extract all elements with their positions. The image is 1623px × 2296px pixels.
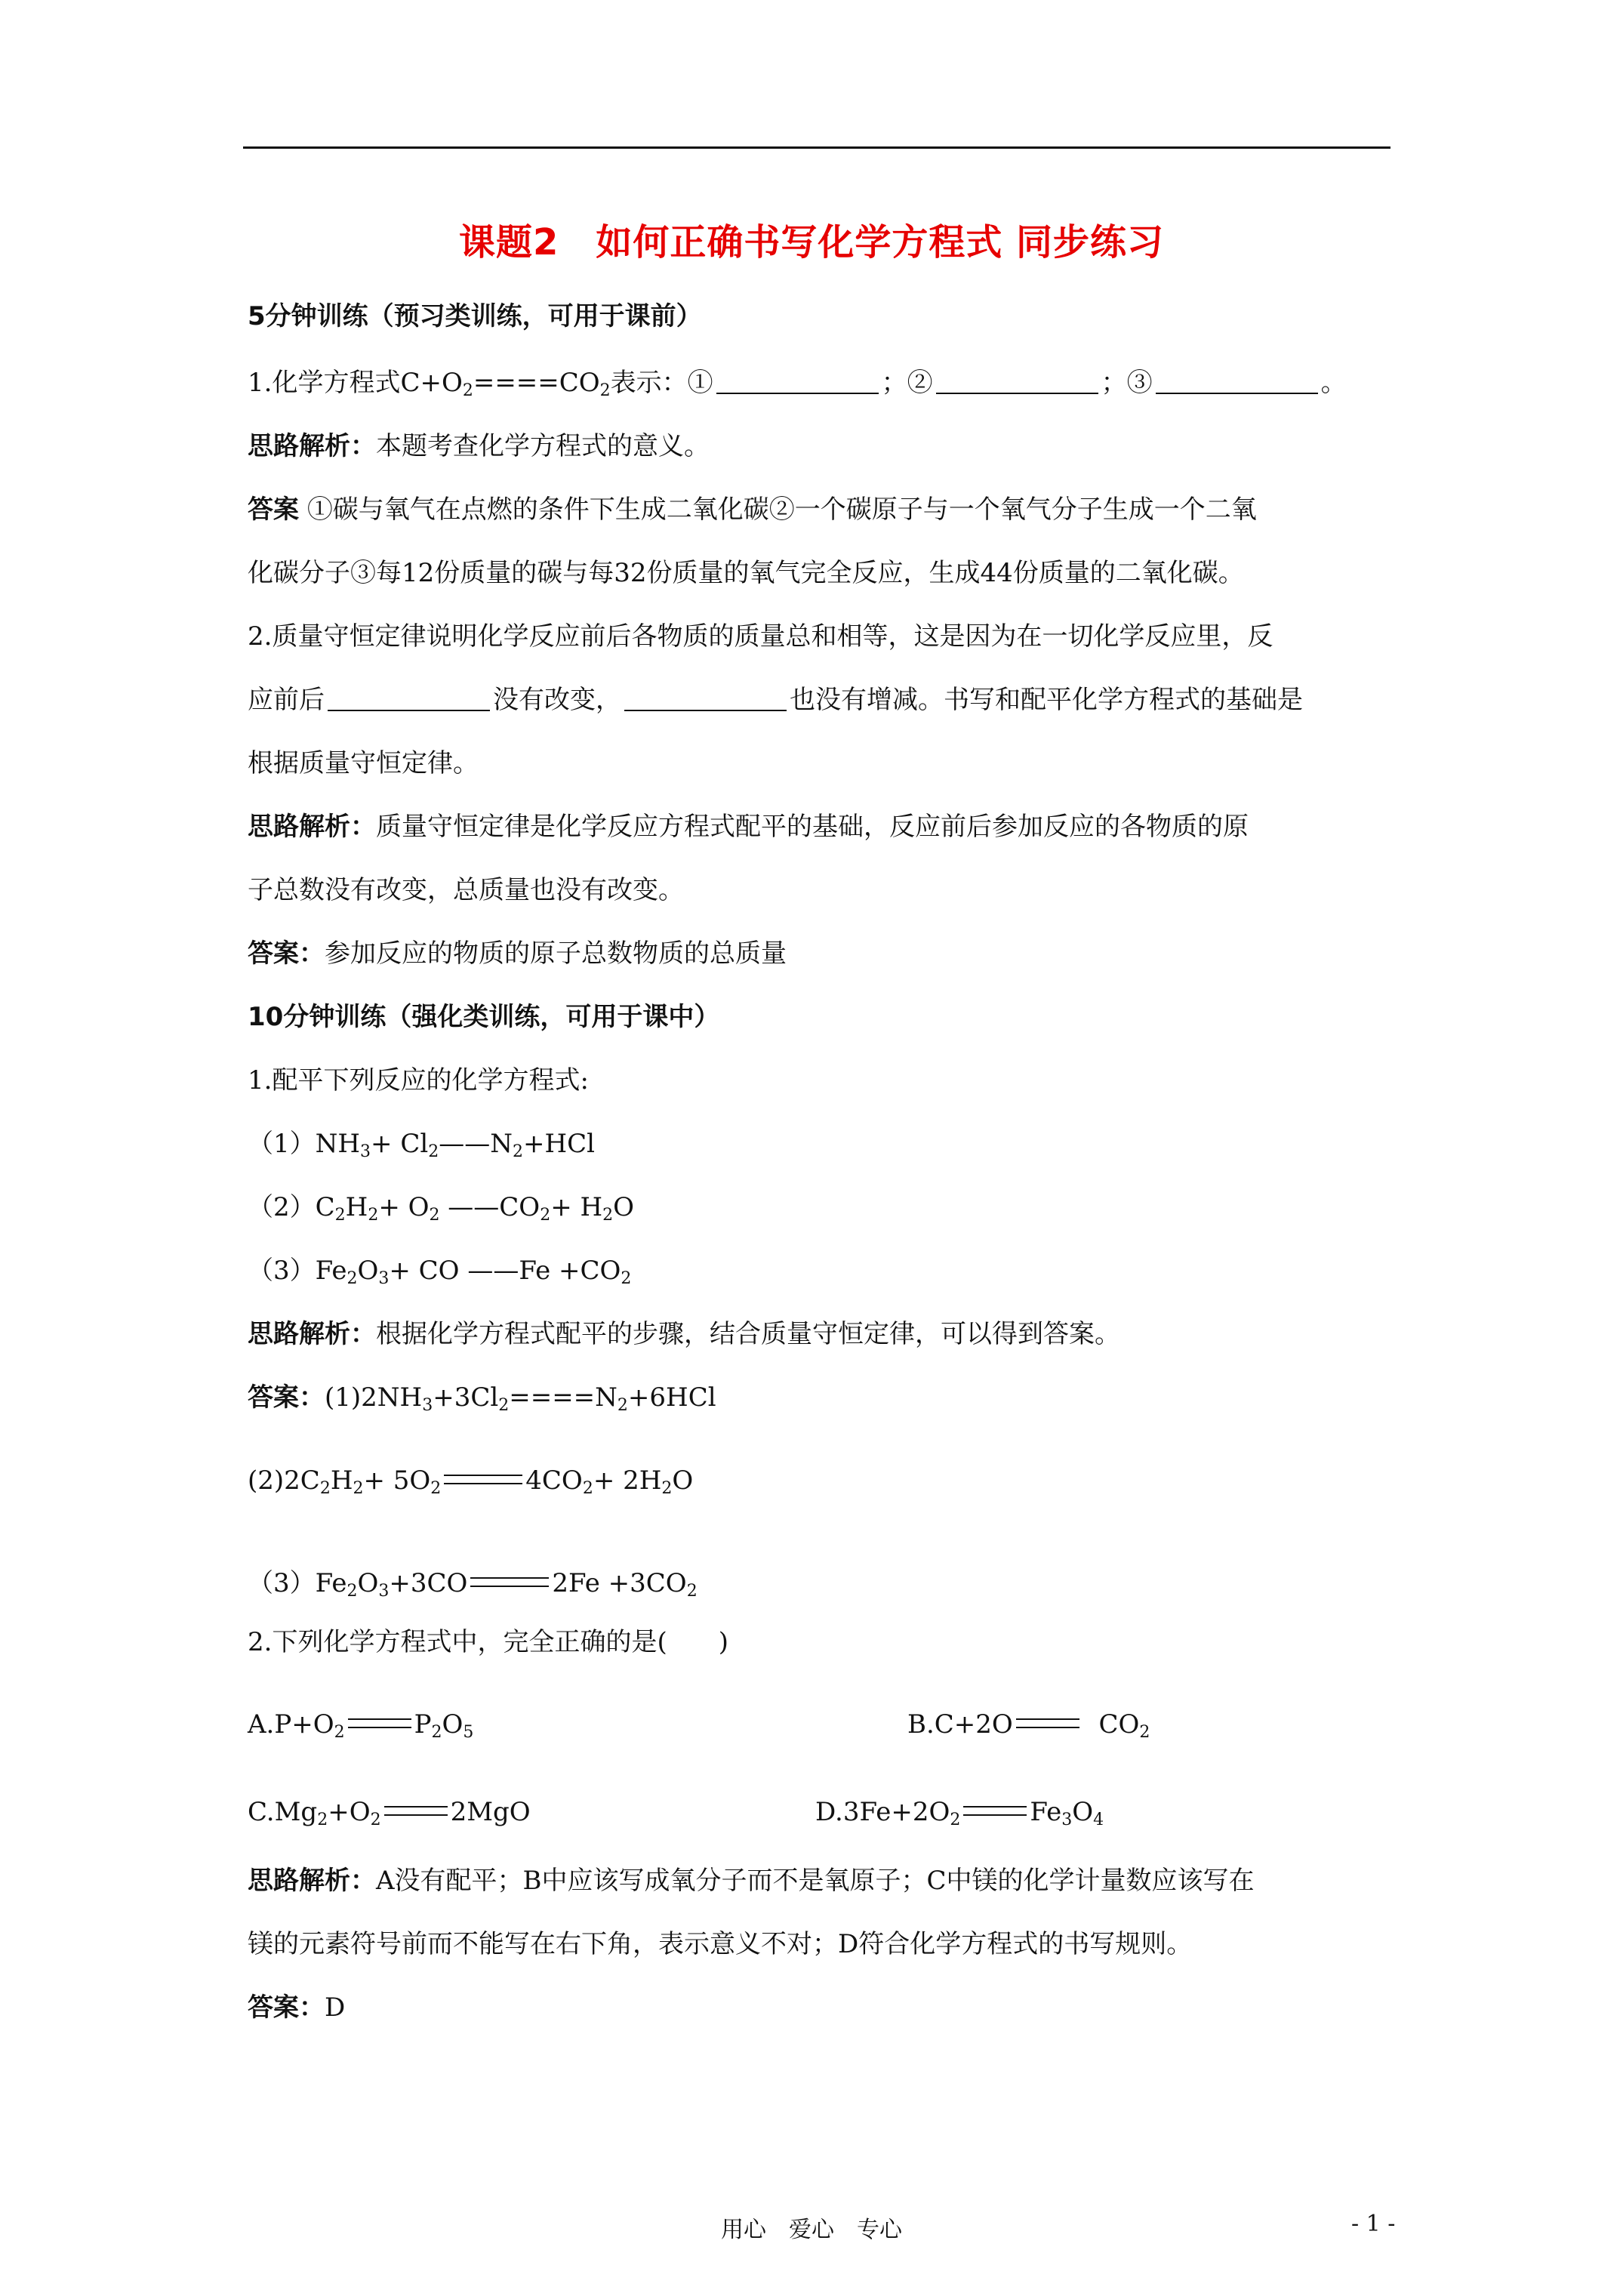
question-2-line-2: 应前后 没有改变， 也没有增减。书写和配平化学方程式的基础是 — [248, 685, 1303, 715]
q2-analysis-line-1: 思路解析：质量守恒定律是化学反应方程式配平的基础，反应前后参加反应的各物质的原 — [248, 812, 1249, 842]
answer-blank — [936, 370, 1098, 394]
q1-answer-line-1: 答案 ①碳与氧气在点燃的条件下生成二氧化碳②一个碳原子与一个氧气分子生成一个二氧 — [248, 495, 1257, 525]
section-heading-10min: 10分钟训练（强化类训练，可用于课中） — [248, 1002, 720, 1032]
q4-option-b: B.C+2O $CO_2$ — [907, 1709, 1150, 1742]
q1-answer-line-2: 化碳分子③每12份质量的碳与每32份质量的氧气完全反应，生成44份质量的二氧化碳。 — [248, 558, 1244, 588]
q4-analysis-line-2: 镁的元素符号前而不能写在右下角，表示意义不对；D符合化学方程式的书写规则。 — [248, 1929, 1193, 1959]
header-rule — [243, 146, 1390, 149]
q2-analysis-line-2: 子总数没有改变，总质量也没有改变。 — [248, 875, 684, 905]
page-title: 课题2 如何正确书写化学方程式 同步练习 — [458, 221, 1165, 264]
q3-item-2: $(2)C_2H_2+ O_2$ $——CO_2+ H_2O$ — [248, 1192, 635, 1225]
answer-blank — [624, 687, 787, 711]
answer-blank — [716, 370, 879, 394]
q3-answer-3: $(3)Fe_2O_3+3CO$ $2Fe +3CO_2$ — [248, 1568, 698, 1601]
q4-option-d: $D.3Fe+2O_2$ $Fe_3O_4$ — [815, 1797, 1104, 1829]
q3-item-3: $(3)Fe_2O_3+$ CO ——Fe $+CO_2$ — [248, 1256, 632, 1288]
q3-answer-2: $(2)2C_2H_2+ 5O_2$ $4CO_2+ 2H_2O$ — [248, 1465, 694, 1498]
equals-sign — [1016, 1718, 1079, 1728]
question-1: 1.化学方程式$C+O_2====CO_2$表示：① ；② ；③ 。 — [248, 368, 1347, 400]
page-number: - 1 - — [1351, 2211, 1396, 2237]
question-4-stem: 2.下列化学方程式中，完全正确的是( ) — [248, 1627, 728, 1657]
equals-sign — [470, 1577, 549, 1587]
question-3-stem: 1.配平下列反应的化学方程式: — [248, 1065, 589, 1096]
answer-blank — [328, 687, 490, 711]
equals-sign — [348, 1718, 411, 1728]
q2-answer: 答案：参加反应的物质的原子总数物质的总质量 — [248, 938, 787, 969]
page-footer: 用心 爱心 专心 — [721, 2217, 902, 2243]
question-2-line-1: 2.质量守恒定律说明化学反应前后各物质的质量总和相等，这是因为在一切化学反应里，反 — [248, 621, 1273, 652]
section-heading-5min: 5分钟训练（预习类训练，可用于课前） — [248, 301, 702, 331]
q4-option-c: $C.Mg_2+O_2$ 2MgO — [248, 1797, 531, 1829]
q4-option-a: $A.P+O_2$ $P_2O_5$ — [248, 1709, 474, 1742]
q3-item-1: $(1)NH_3+$ $Cl_2——N_2+HCl$ — [248, 1129, 596, 1161]
q4-analysis-line-1: 思路解析：A没有配平；B中应该写成氧分子而不是氧原子；C中镁的化学计量数应该写在 — [248, 1866, 1255, 1896]
q3-analysis: 思路解析：根据化学方程式配平的步骤，结合质量守恒定律，可以得到答案。 — [248, 1319, 1120, 1349]
q1-analysis: 思路解析：本题考查化学方程式的意义。 — [248, 431, 710, 461]
answer-blank — [1156, 370, 1318, 394]
equals-sign — [444, 1475, 522, 1484]
question-2-line-3: 根据质量守恒定律。 — [248, 748, 479, 778]
q3-answer-1: 答案：$(1)2NH_3+3Cl_2====N_2+6HCl$ — [248, 1382, 716, 1415]
q4-answer: 答案：D — [248, 1992, 346, 2023]
equals-sign — [384, 1806, 448, 1816]
equals-sign — [963, 1806, 1027, 1816]
